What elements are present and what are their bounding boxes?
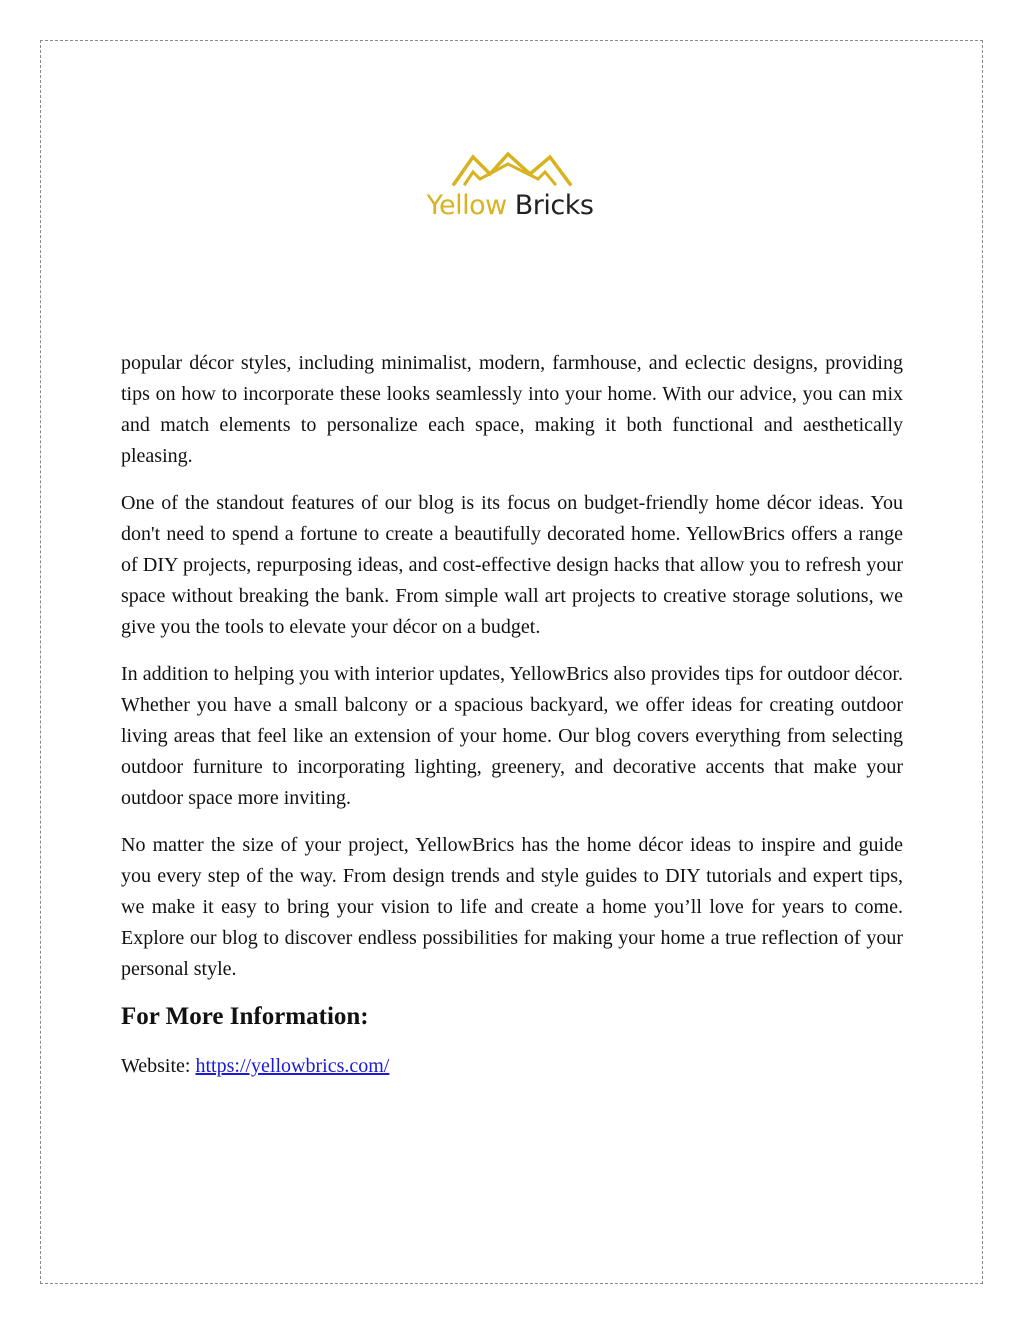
paragraph-decor-styles: popular décor styles, including minimalist, modern, farmhouse, and eclectic designs, providing tips on how to incorporate these looks seamlessly into your home. With our advice, you can mix and match elements to personalize each space, making it both functional and aesthetically pleasing. — [121, 352, 903, 467]
paragraph-budget-friendly: One of the standout features of our blog is its focus on budget-friendly home décor ideas. You don't need to spend a fortune to create a beautifully decorated home. YellowBrics offers a range of DIY projects, repurposing ideas, and cost-effective design hacks that allow you to refresh your space without breaking the bank. From simple wall art projects to creative storage solutions, we give you the tools to elevate your décor on a budget. — [121, 492, 903, 638]
logo-word-bricks: Bricks — [514, 190, 594, 221]
website-link[interactable]: https://yellowbrics.com/ — [195, 1055, 390, 1077]
website-label: Website: — [121, 1055, 196, 1077]
more-info-heading: For More Information: — [121, 1003, 369, 1030]
article-body — [121, 348, 903, 1082]
logo-word-yellow: Yellow — [426, 190, 507, 221]
paragraph-closing: No matter the size of your project, YellowBrics has the home décor ideas to inspire and guide you every step of the way. From design trends and style guides to DIY tutorials and expert tips, we make it easy to bring your vision to life and create a home you’ll love for years to come. Explore our blog to discover endless possibilities for making your home a true reflection of your personal style. — [121, 834, 903, 980]
logo-wordmark — [410, 190, 610, 221]
yellow-bricks-logo — [410, 148, 610, 228]
website-line — [121, 1051, 903, 1082]
paragraph-outdoor-decor: In addition to helping you with interior updates, YellowBrics also provides tips for outdoor décor. Whether you have a small balcony or a spacious backyard, we offer ideas for creating outdoor living areas that feel like an extension of your home. Our blog covers everything from selecting outdoor furniture to incorporating lighting, greenery, and decorative accents that make your outdoor space more inviting. — [121, 663, 903, 809]
house-roof-icon — [410, 148, 610, 192]
